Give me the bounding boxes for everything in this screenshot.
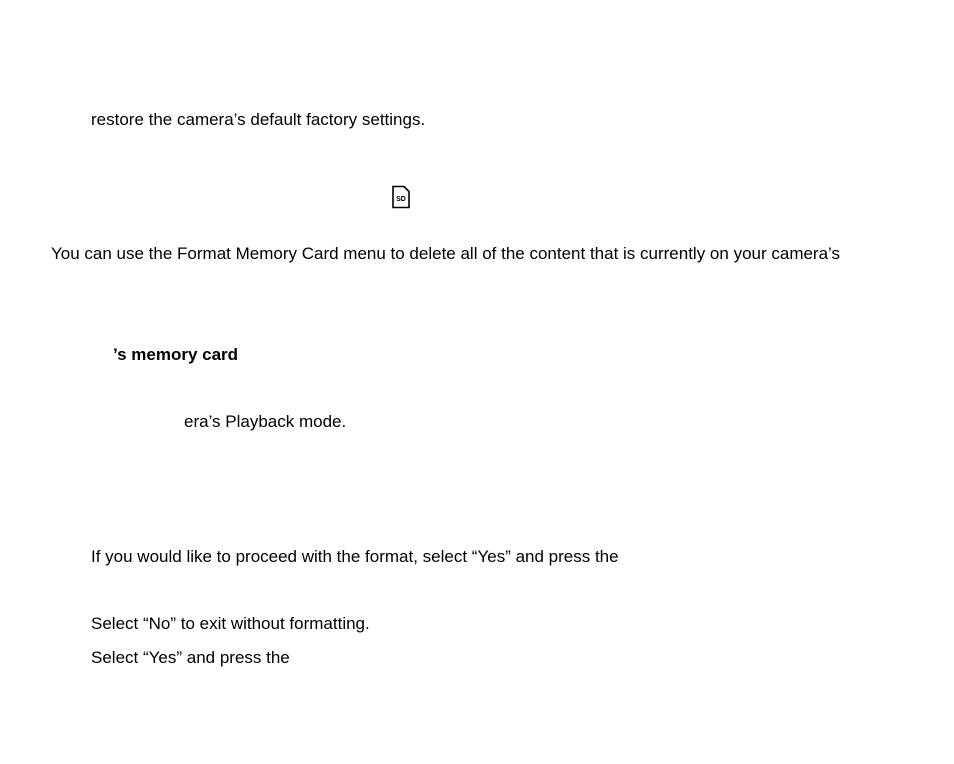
memory-card-heading: ’s memory card [113,345,239,364]
restore-settings-text: restore the camera’s default factory settings. [91,110,426,129]
select-yes-text: Select “Yes” and press the [91,648,290,667]
select-no-text: Select “No” to exit without formatting. [91,614,370,633]
format-intro-text: You can use the Format Memory Card menu to delete all of the content that is currently on your camera’s [51,244,841,263]
proceed-format-text: If you would like to proceed with the format, select “Yes” and press the [91,547,619,566]
svg-text:SD: SD [396,196,406,203]
sd-card-icon [391,185,411,209]
playback-mode-text: era’s Playback mode. [184,412,347,431]
